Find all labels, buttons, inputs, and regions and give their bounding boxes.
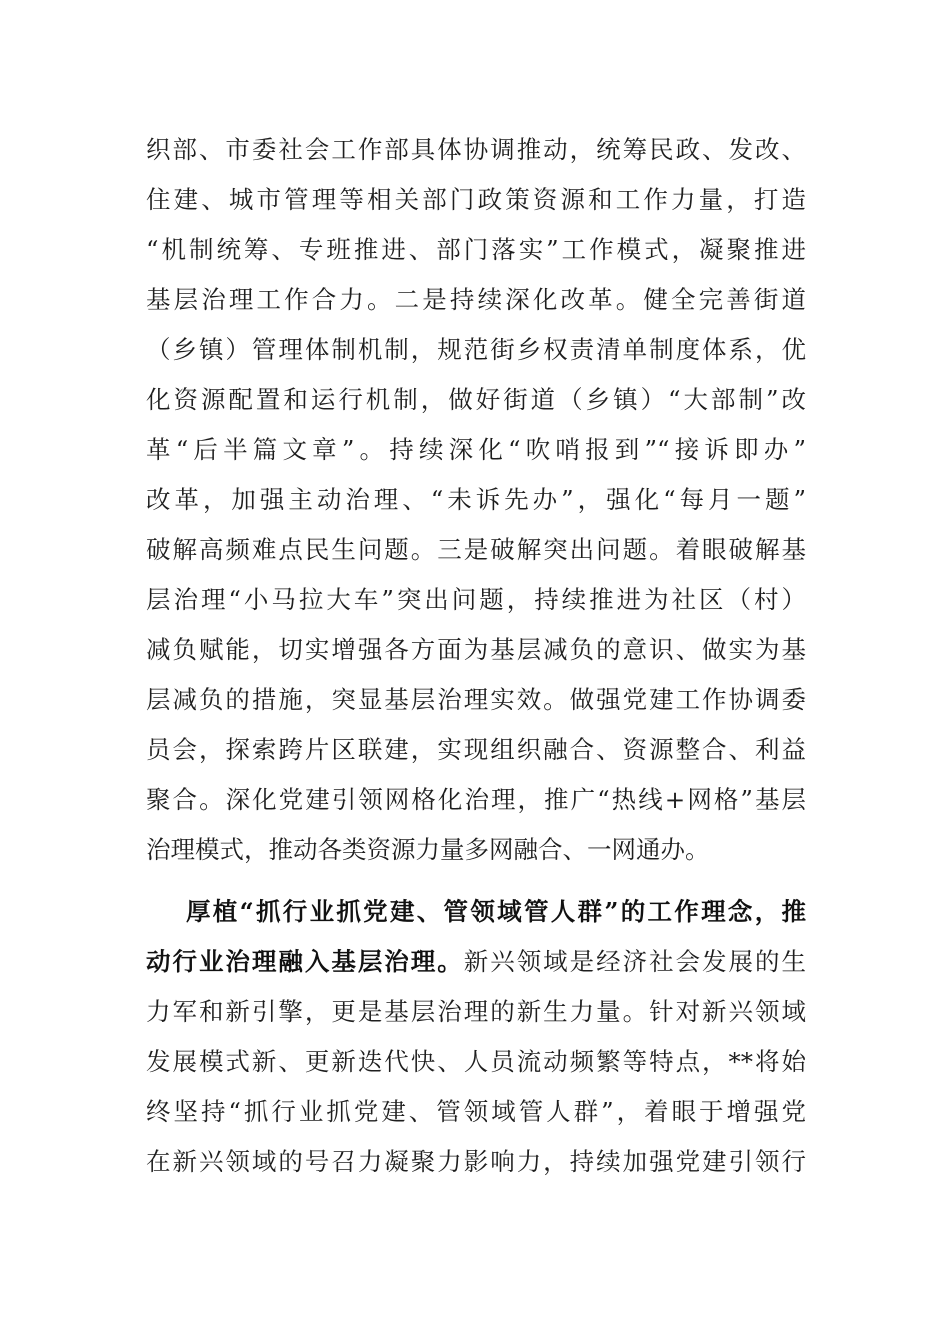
bold-heading-tail: 动行业治理融入基层治理。 (146, 947, 464, 976)
paragraph-line: 化资源配置和运行机制，做好街道（乡镇）“大部制”改 (146, 385, 806, 414)
paragraph-line: “机制统筹、专班推进、部门落实”工作模式，凝聚推进 (146, 235, 806, 264)
paragraph-1 (146, 125, 806, 875)
paragraph-line: 发展模式新、更新迭代快、人员流动频繁等特点，**将始 (146, 1047, 806, 1076)
paragraph-line: 在新兴领域的号召力凝聚力影响力，持续加强党建引领行 (146, 1147, 806, 1176)
paragraph-line: 改革，加强主动治理、“未诉先办”，强化“每月一题” (146, 485, 806, 514)
paragraph-line: 层减负的措施，突显基层治理实效。做强党建工作协调委 (146, 685, 806, 714)
paragraph-line: 聚合。深化党建引领网格化治理，推广“热线+网格”基层 (146, 785, 806, 814)
paragraph-line: 层治理“小马拉大车”突出问题，持续推进为社区（村） (146, 585, 806, 614)
paragraph-line: 革“后半篇文章”。持续深化“吹哨报到”“接诉即办” (146, 435, 806, 464)
paragraph-line: （乡镇）管理体制机制，规范街乡权责清单制度体系，优 (146, 335, 806, 364)
paragraph-line: 减负赋能，切实增强各方面为基层减负的意识、做实为基 (146, 635, 806, 664)
paragraph-text: 新兴领域是经济社会发展的生 (463, 947, 806, 976)
paragraph-line: 基层治理工作合力。二是持续深化改革。健全完善街道 (146, 285, 806, 314)
paragraph-line: 力军和新引擎，更是基层治理的新生力量。针对新兴领域 (146, 997, 806, 1026)
paragraph-line: 破解高频难点民生问题。三是破解突出问题。着眼破解基 (146, 535, 806, 564)
paragraph-line: 住建、城市管理等相关部门政策资源和工作力量，打造 (146, 185, 806, 214)
paragraph-line (146, 937, 806, 987)
paragraph-line: 终坚持“抓行业抓党建、管领域管人群”，着眼于增强党 (146, 1097, 806, 1126)
paragraph-line: 织部、市委社会工作部具体协调推动，统筹民政、发改、 (146, 135, 806, 164)
paragraph-2 (146, 887, 806, 1187)
paragraph-line: 员会，探索跨片区联建，实现组织融合、资源整合、利益 (146, 735, 806, 764)
bold-heading-line: 厚植“抓行业抓党建、管领域管人群”的工作理念，推 (186, 897, 806, 926)
paragraph-line: 治理模式，推动各类资源力量多网融合、一网通办。 (146, 835, 710, 864)
